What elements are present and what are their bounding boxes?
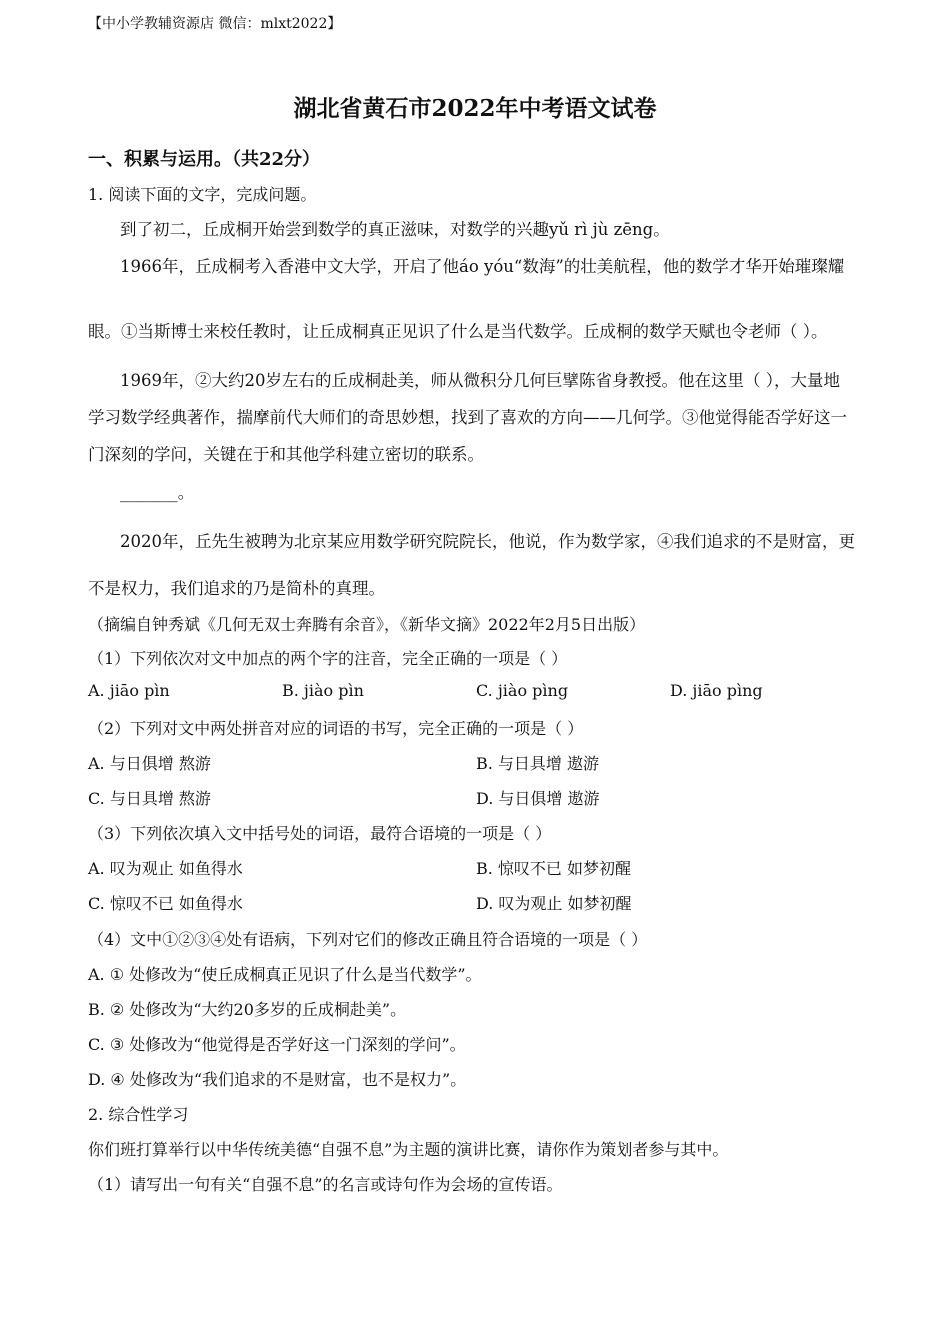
sub3-option-d: D. 叹为观止 如梦初醒 xyxy=(476,894,632,913)
sub4-option-b: B. ② 处修改为“大约20多岁的丘成桐赴美”。 xyxy=(88,1000,407,1019)
question-2-sub-1: （1）请写出一句有关“自强不息”的名言或诗句作为会场的宣传语。 xyxy=(88,1175,563,1194)
question-2-context: 你们班打算举行以中华传统美德“自强不息”为主题的演讲比赛，请你作为策划者参与其中。 xyxy=(88,1140,729,1159)
passage-paragraph-3-line-1: 1969年，②大约20岁左右的丘成桐赴美，师从微积分几何巨擘陈省身教授。他在这里（ ），大量地 xyxy=(120,371,840,390)
passage-blank-line: _______。 xyxy=(120,483,195,502)
sub3-option-c: C. 惊叹不已 如鱼得水 xyxy=(88,894,243,913)
sub-question-1: （1）下列依次对文中加点的两个字的注音，完全正确的一项是（ ） xyxy=(88,649,568,668)
sub4-option-c: C. ③ 处修改为“他觉得是否学好这一门深刻的学问”。 xyxy=(88,1035,466,1054)
sub-question-2: （2）下列对文中两处拼音对应的词语的书写，完全正确的一项是（ ） xyxy=(88,719,584,738)
sub2-option-a: A. 与日俱增 熬游 xyxy=(88,754,211,773)
sub-question-4: （4）文中①②③④处有语病，下列对它们的修改正确且符合语境的一项是（ ） xyxy=(88,930,648,949)
sub3-option-a: A. 叹为观止 如鱼得水 xyxy=(88,859,243,878)
passage-paragraph-3-line-3: 门深刻的学问，关键在于和其他学科建立密切的联系。 xyxy=(88,445,484,464)
passage-paragraph-2-line-1: 1966年，丘成桐考入香港中文大学，开启了他áo yóu“数海”的壮美航程，他的数学才华开始璀璨耀 xyxy=(120,257,845,276)
question-2-intro: 2. 综合性学习 xyxy=(88,1105,189,1124)
sub3-option-b: B. 惊叹不已 如梦初醒 xyxy=(476,859,632,878)
page-title: 湖北省黄石市2022年中考语文试卷 xyxy=(293,95,657,122)
passage-source: （摘编自钟秀斌《几何无双士奔腾有余音》，《新华文摘》2022年2月5日出版） xyxy=(88,615,646,634)
sub2-option-b: B. 与日具增 遨游 xyxy=(476,754,600,773)
sub1-option-a: A. jiāo pìn xyxy=(88,681,170,700)
passage-paragraph-4-line-1: 2020年，丘先生被聘为北京某应用数学研究院院长，他说，作为数学家，④我们追求的不是财富，更 xyxy=(120,532,855,551)
passage-paragraph-3-line-2: 学习数学经典著作，揣摩前代大师们的奇思妙想，找到了喜欢的方向——几何学。③他觉得能否学好这一 xyxy=(88,408,847,427)
section-heading: 一、积累与运用。（共22分） xyxy=(88,149,321,170)
sub2-option-d: D. 与日俱增 遨游 xyxy=(476,789,600,808)
header-note: 【中小学教辅资源店 微信：mlxt2022】 xyxy=(88,16,342,32)
sub1-option-b: B. jiào pìn xyxy=(282,681,364,700)
sub2-option-c: C. 与日具增 熬游 xyxy=(88,789,211,808)
passage-paragraph-4-line-2: 不是权力，我们追求的乃是简朴的真理。 xyxy=(88,579,385,598)
sub-question-3: （3）下列依次填入文中括号处的词语，最符合语境的一项是（ ） xyxy=(88,824,552,843)
question-1-intro: 1. 阅读下面的文字，完成问题。 xyxy=(88,185,317,204)
sub1-option-c: C. jiào pìng xyxy=(476,681,569,700)
sub1-option-d: D. jiāo pìng xyxy=(670,681,763,700)
passage-paragraph-2-line-2: 眼。①当斯博士来校任教时，让丘成桐真正见识了什么是当代数学。丘成桐的数学天赋也令老师（ ）。 xyxy=(88,322,828,341)
sub4-option-d: D. ④ 处修改为“我们追求的不是财富，也不是权力”。 xyxy=(88,1070,467,1089)
sub4-option-a: A. ① 处修改为“使丘成桐真正见识了什么是当代数学”。 xyxy=(88,965,482,984)
passage-paragraph-1: 到了初二，丘成桐开始尝到数学的真正滋味，对数学的兴趣yǔ rì jù zēng。 xyxy=(120,220,670,239)
